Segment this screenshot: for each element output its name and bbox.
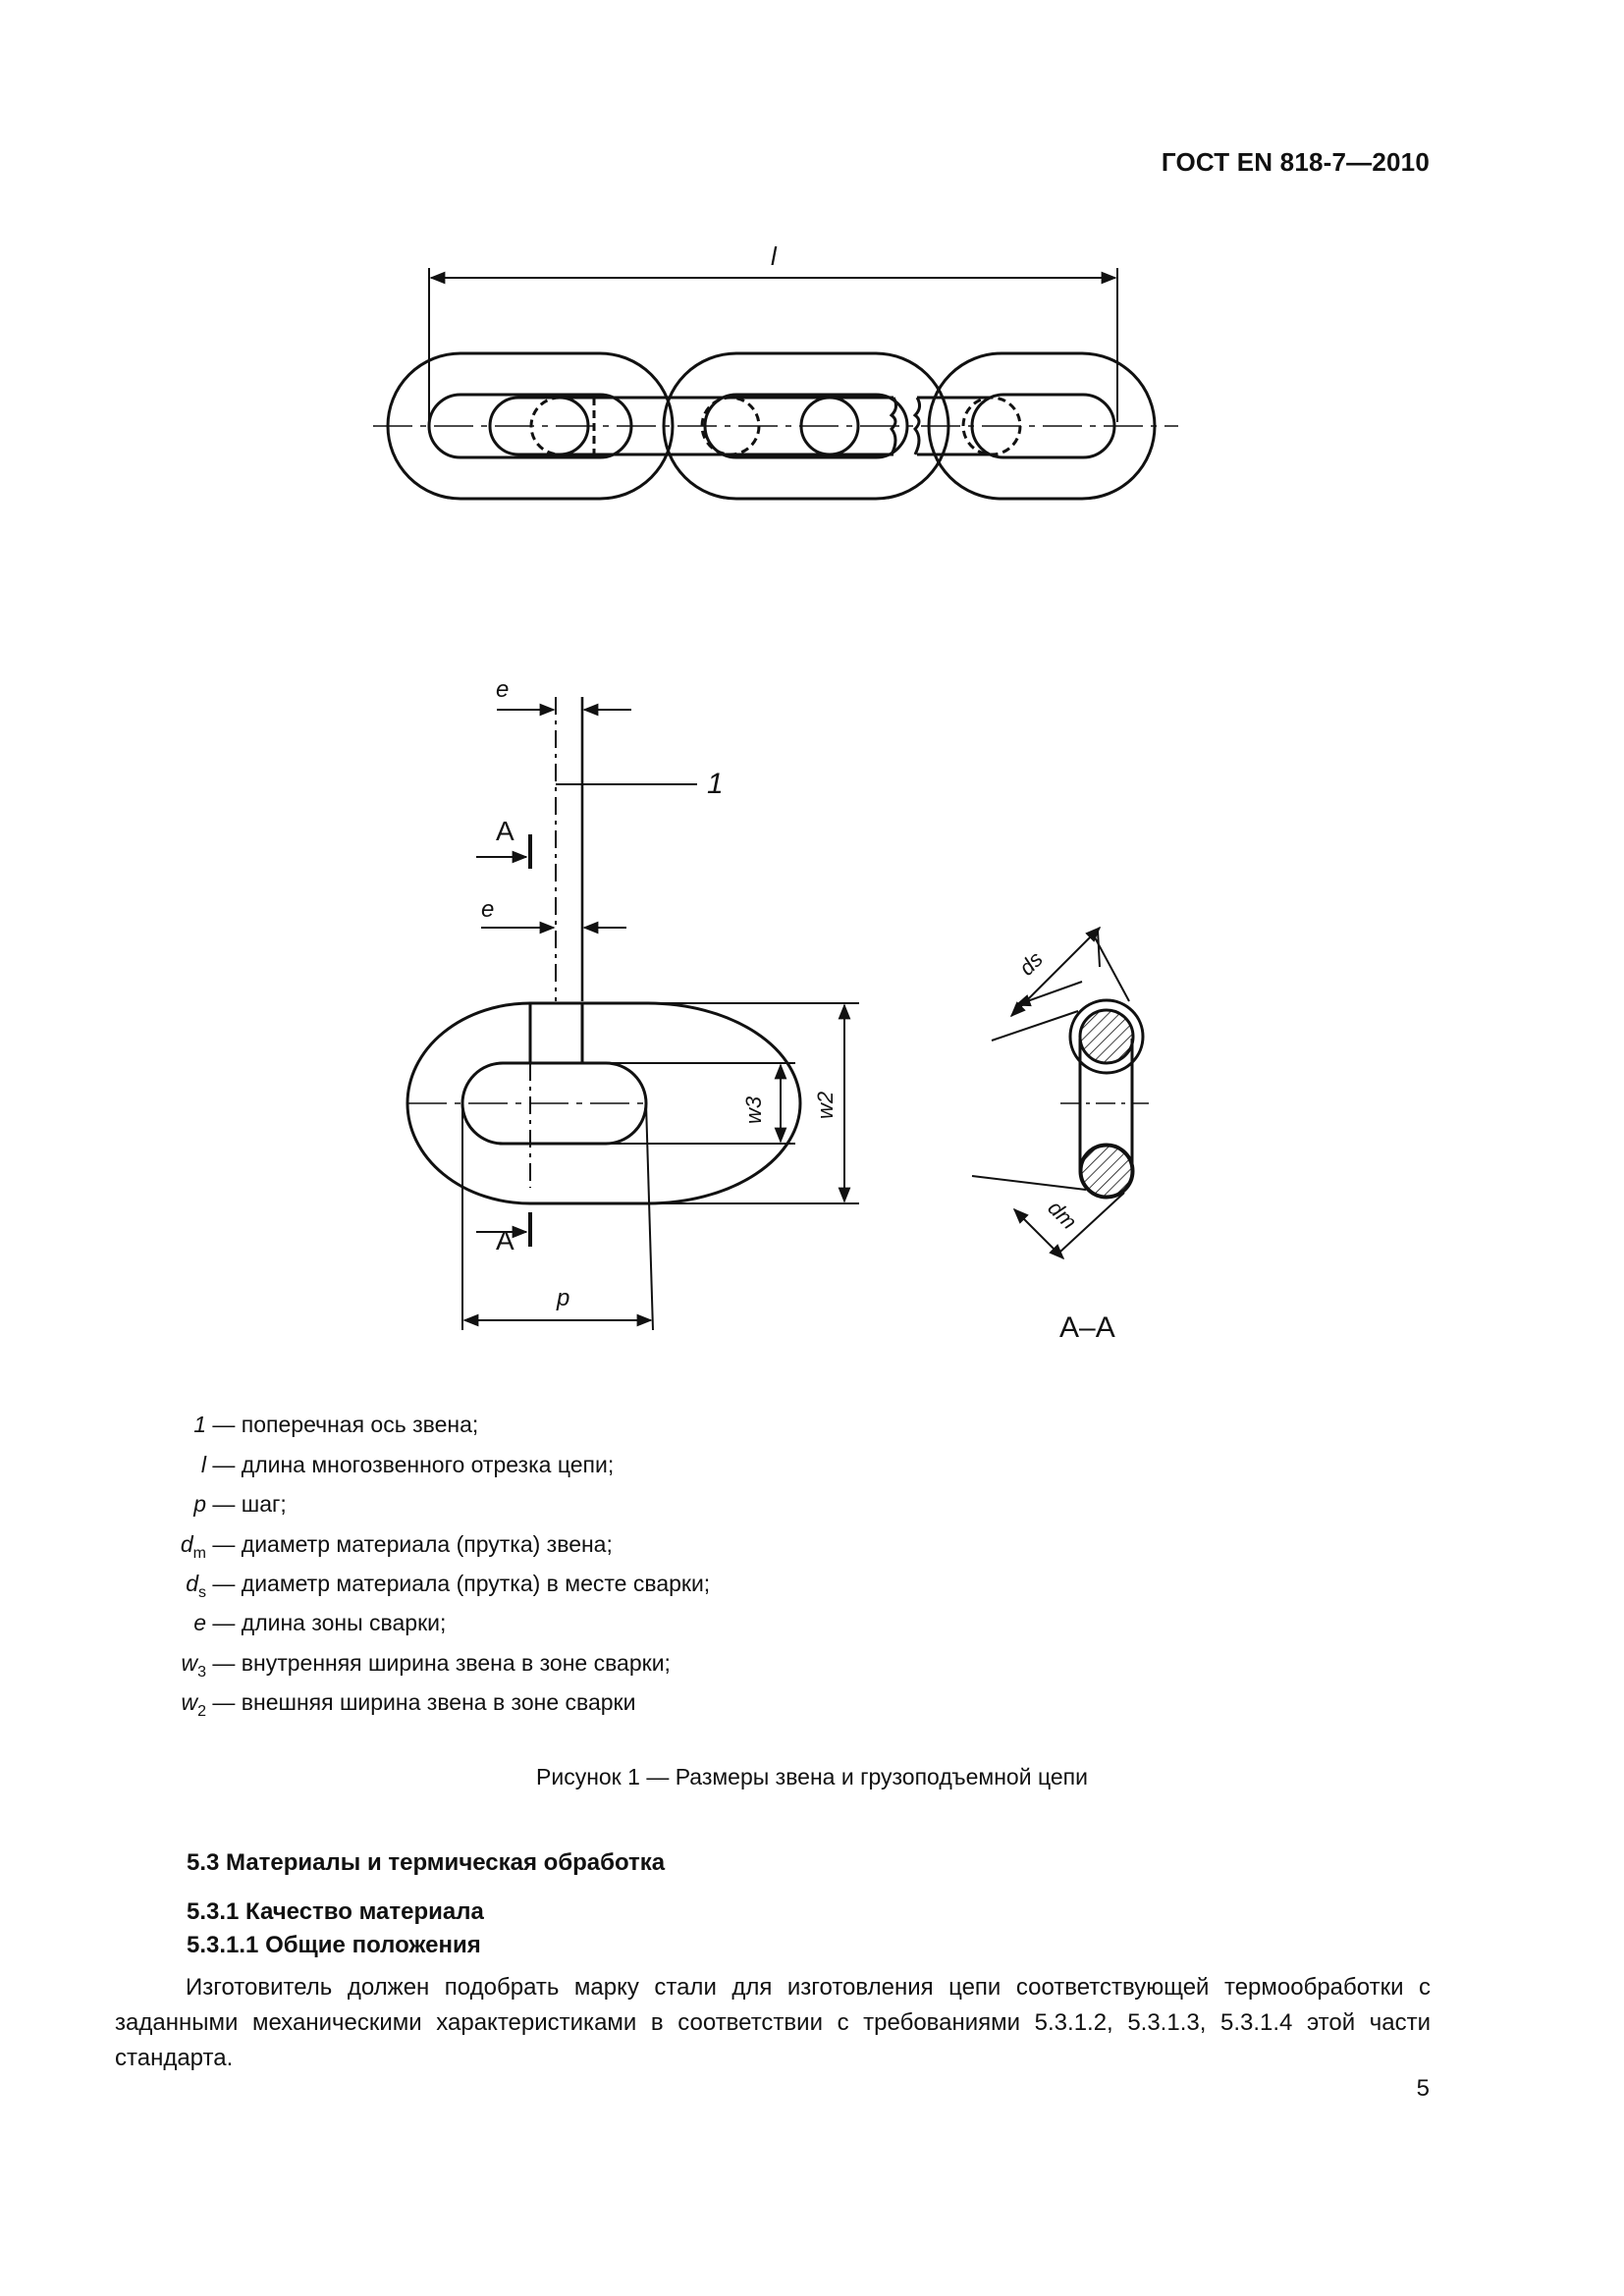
link-drawing xyxy=(407,697,859,1330)
legend-item-w3: $w_3$ — внутренняя ширина звена в зоне сварки; xyxy=(181,1650,671,1681)
ds-leader-left xyxy=(992,1011,1078,1041)
ds-arrow-upper xyxy=(1098,931,1100,967)
label-ds: ds xyxy=(1013,946,1048,981)
chain-drawing xyxy=(373,268,1178,499)
legend-item-ds: $d_s$ — диаметр материала (прутка) в месте сварки; xyxy=(186,1571,711,1601)
label-section-a-top: A xyxy=(496,816,514,846)
label-p: p xyxy=(557,1285,570,1311)
chain-break-right xyxy=(915,398,920,454)
label-w2: w2 xyxy=(813,1091,838,1119)
legend-text: — длина зоны сварки; xyxy=(212,1610,447,1635)
legend-item-w2: $w_2$ — внешняя ширина звена в зоне сварки xyxy=(181,1689,636,1720)
page-number: 5 xyxy=(1416,2075,1430,2102)
dm-leader-left xyxy=(972,1176,1086,1190)
link-weld-block xyxy=(530,1003,582,1063)
label-section-a-bottom: A xyxy=(496,1225,514,1255)
legend-text: — длина многозвенного отрезка цепи; xyxy=(212,1452,615,1477)
section-heading-5-3-1-1: 5.3.1.1 Общие положения xyxy=(187,1932,481,1958)
legend-text: — внутренняя ширина звена в зоне сварки; xyxy=(212,1650,671,1676)
section-weld-hatched xyxy=(1080,1010,1133,1063)
legend-text: — диаметр материала (прутка) звена; xyxy=(212,1531,613,1557)
legend-item-e: e — длина зоны сварки; xyxy=(193,1610,447,1635)
ds-leader-right xyxy=(1095,937,1129,1001)
label-dm: dm xyxy=(1043,1195,1082,1235)
label-w3: w3 xyxy=(741,1095,766,1124)
legend-text: — внешняя ширина звена в зоне сварки xyxy=(212,1689,636,1715)
legend-text: — шаг; xyxy=(212,1491,287,1517)
chain-length-label-l: l xyxy=(771,241,777,271)
legend-text: — поперечная ось звена; xyxy=(212,1412,479,1437)
document-header: ГОСТ EN 818-7—2010 xyxy=(1161,147,1430,177)
label-e-mid: e xyxy=(481,896,495,923)
label-section-title: А–А xyxy=(1059,1311,1115,1344)
label-e-top: e xyxy=(496,676,510,703)
legend-item-p: p — шаг; xyxy=(193,1491,287,1517)
body-paragraph: Изготовитель должен подобрать марку стали для изготовления цепи соответствующей термообработки с заданными механическими характеристиками в соответствии с требованиями 5.3.1.2, 5.3.1.3, 5.3.1.4 этой части стандарта. xyxy=(115,1974,1431,2071)
section-heading-5-3: 5.3 Материалы и термическая обработка xyxy=(187,1849,666,1876)
link-weld-zone xyxy=(530,1003,599,1063)
legend-text: — диаметр материала (прутка) в месте сварки; xyxy=(212,1571,711,1596)
section-link-hatched xyxy=(1081,1146,1132,1197)
legend-item-axis: 1 — поперечная ось звена; xyxy=(193,1412,479,1437)
legend-item-dm: $d_m$ — диаметр материала (прутка) звена; xyxy=(180,1531,613,1562)
figure-caption: Рисунок 1 — Размеры звена и грузоподъемной цепи xyxy=(536,1764,1088,1789)
section-heading-5-3-1: 5.3.1 Качество материала xyxy=(187,1898,484,1925)
p-extension-right xyxy=(646,1103,653,1330)
label-axis-callout: 1 xyxy=(707,768,724,800)
legend-item-l: l — длина многозвенного отрезка цепи; xyxy=(200,1452,615,1477)
